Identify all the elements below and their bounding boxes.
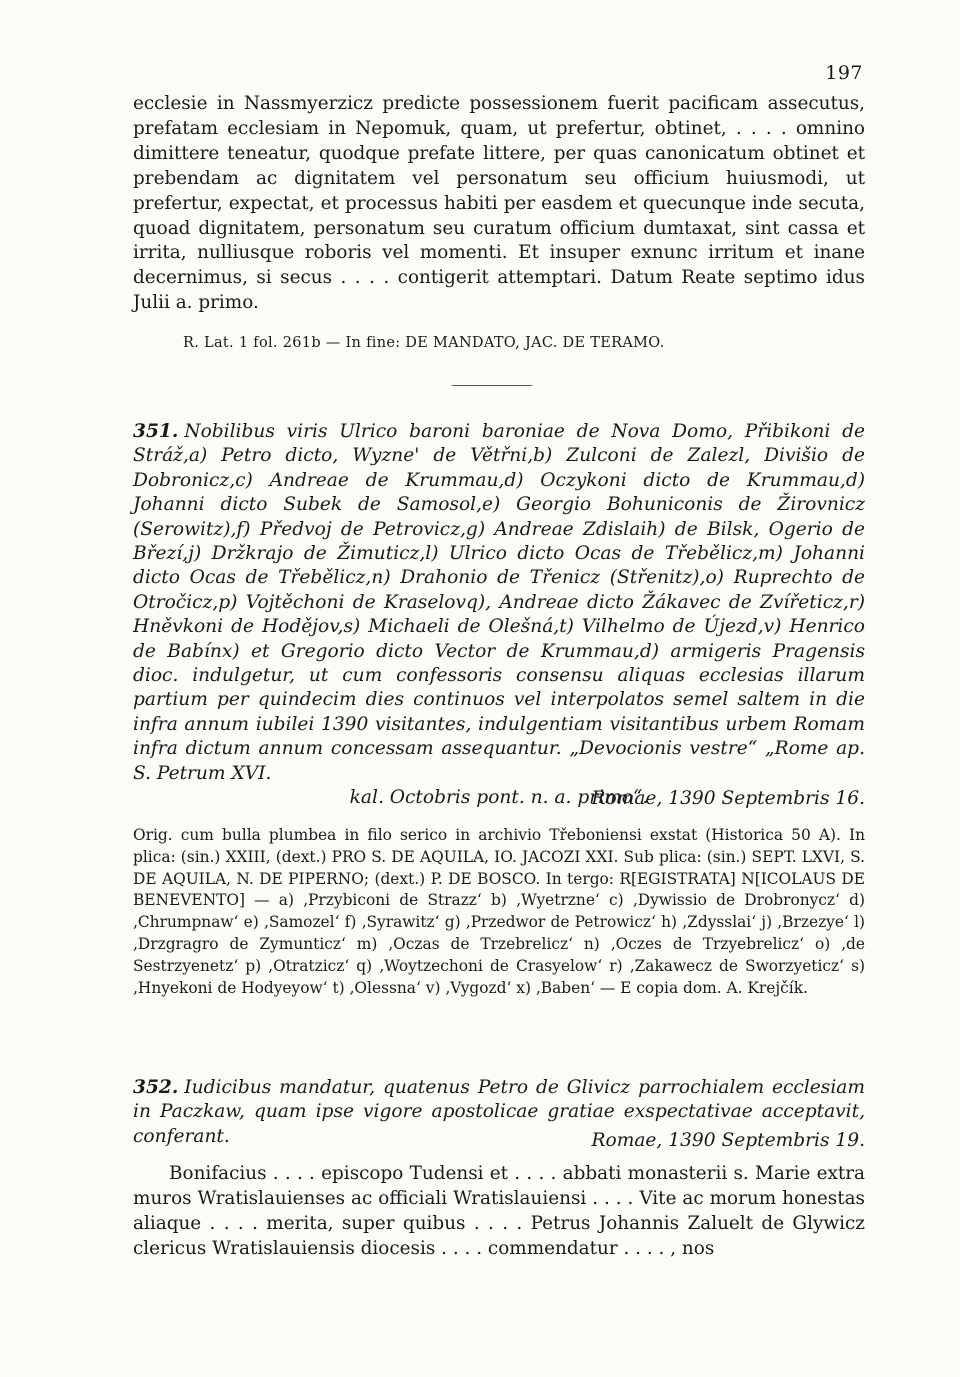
entry-352-text: Bonifacius . . . . episcopo Tudensi et . . . . abbati monasterii s. Marie extra muros Wratislauienses ac officiali Wratislauiensi . . . . Vite ac morum honestas aliaque . . . . merita, super quibus . . . . Petrus Johannis Zaluelt de Glywicz clericus Wratislauiensis diocesis . . . . commendatur . . . . , nos: [133, 1163, 865, 1259]
entry-352-number: 352.: [133, 1077, 179, 1098]
entry-351-regest-text: Nobilibus viris Ulrico baroni baroniae de Nova Domo, Přibikoni de Stráž,a) Petro dicto, Wyzne' de Větřni,b) Zulconi de Zalezl, Divišio de Dobronicz,c) Andreae de Krummau,d) Oczykoni dicto de Krummau,d) Johanni dicto Subek de Samosol,e) Georgio Bohuniconis de Žirovnicz (Serowitz),f) Předvoj de Petrovicz,g) Andreae Zdislaih) de Bilsk, Ogerio de Březí,j) Držkrajo de Žimuticz,l) Ulrico dicto Ocas de Třebělicz,m) Johanni dicto Ocas de Třebělicz,n) Drahonio de Třenicz (Střenitz),o) Ruprechto de Otročicz,p) Vojtěchoni de Kraselovq), Andreae dicto Žákavec de Zvířeticz,r) Hněvkoni de Hodějov,s) Michaeli de Olešná,t) Vilhelmo de Újezd,v) Henrico de Babínx) et Gregorio dicto Vector de Krummau,d) armigeris Pragensis dioc. indulgetur, ut cum confessoris consensu aliquas ecclesias illarum partium per quindecim dies continuos vel interpolatos semel saltem in die infra annum iubilei 1390 visitantes, indulgentiam visitantibus urbem Romam infra dictum annum concessam assequantur. „Devocionis vestre“ „Rome ap. S. Petrum XVI.: [133, 421, 865, 784]
entry-352-regest-text: Iudicibus mandatur, quatenus Petro de Glivicz parrochialem ecclesiam in Paczkaw, quam ipse vigore apostolicae gratiae exspectativae acceptavit, conferant.: [133, 1077, 865, 1147]
source-reference: R. Lat. 1 fol. 261b — In fine: DE MANDATO, JAC. DE TERAMO.: [183, 335, 665, 351]
section-divider: [452, 385, 532, 386]
intro-paragraph: ecclesie in Nassmyerzicz predicte possessionem fuerit pacificam assecutus, prefatam ecclesiam in Nepomuk, quam, ut prefertur, obtinet, . . . . omnino dimittere teneatur, quodque prefate littere, per quas canonicatum obtinet et prebendam ac dignitatem vel personatum seu officium huiusmodi, ut prefertur, expectat, et processus habiti per easdem et quecunque inde secuta, quoad dignitatem, personatum seu curatum officium dumtaxat, sint cassa et irrita, nulliusque roboris vel momenti. Et insuper exnunc irritum et inane decernimus, si secus . . . . contigerit attemptari. Datum Reate septimo idus Julii a. primo.: [133, 93, 865, 314]
entry-351-regest: [133, 420, 865, 786]
entry-352-date: Romae, 1390 Septembris 19.: [591, 1130, 865, 1151]
page-number: 197: [825, 62, 863, 84]
entry-351-number: 351.: [133, 421, 179, 442]
entry-351-note: Orig. cum bulla plumbea in filo serico in archivio Třeboniensi exstat (Historica 50 A). In plica: (sin.) XXIII, (dext.) PRO S. DE AQUILA, IO. JACOZI XXI. Sub plica: (sin.) SEPT. LXVI, S. DE AQUILA, N. DE PIPERNO; (dext.) P. DE BOSCO. In tergo: R[EGISTRATA] N[ICOLAUS DE BENEVENTO] — a) ‚Przybiconi de Strazz‘ b) ‚Wyetrzne‘ c) ‚Dywissio de Drobronycz‘ d) ‚Chrumpnaw‘ e) ‚Samozel‘ f) ‚Syrawitz‘ g) ‚Przedwor de Petrowicz‘ h) ‚Zdysslai‘ j) ‚Brzezye‘ l) ‚Drzgragro de Zymunticz‘ m) ‚Oczas de Trzebrelicz‘ n) ‚Oczes de Trzyebrelicz‘ o) ‚de Sestrzyenetz‘ p) ‚Otratzicz‘ q) ‚Woytzechoni de Crasyelow‘ r) ‚Zakawecz de Sworzyeticz‘ s) ‚Hnyekoni de Hodyeyow‘ t) ‚Olessna‘ v) ‚Vygozd‘ x) ‚Baben‘ — E copia dom. A. Krejčík.: [133, 826, 865, 997]
entry-351-date: Romae, 1390 Septembris 16.: [591, 788, 865, 809]
entry-351-incipit-end: kal. Octobris pont. n. a. primo“.: [349, 787, 649, 809]
entry-351: [133, 420, 865, 811]
